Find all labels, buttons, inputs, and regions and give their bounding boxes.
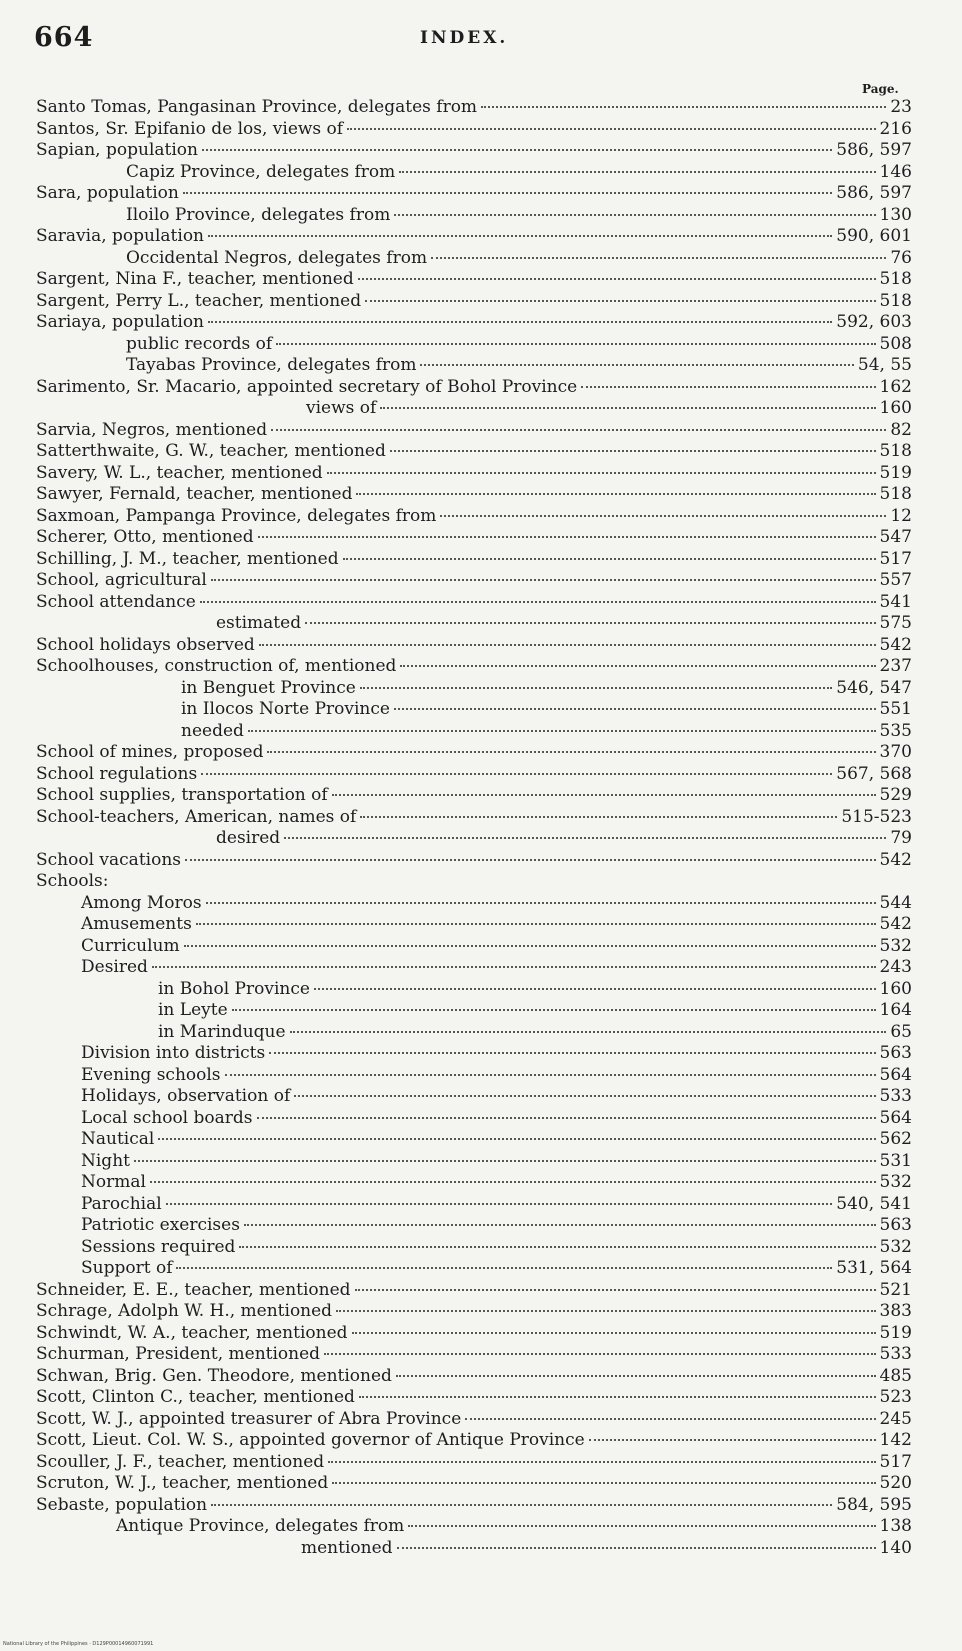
index-entry bbox=[36, 140, 912, 162]
index-entry bbox=[36, 678, 912, 700]
dot-leader bbox=[356, 493, 875, 495]
dot-leader bbox=[225, 1074, 876, 1076]
index-entry bbox=[36, 1387, 912, 1409]
dot-leader bbox=[152, 966, 876, 968]
entry-pages: 517 bbox=[879, 548, 912, 569]
index-entry bbox=[36, 420, 912, 442]
entry-pages: 140 bbox=[879, 1537, 912, 1558]
index-entry bbox=[36, 269, 912, 291]
entry-text: desired bbox=[216, 828, 281, 848]
index-entry bbox=[36, 850, 912, 872]
entry-text: in Marinduque bbox=[158, 1021, 286, 1042]
entry-text: Night bbox=[81, 1150, 130, 1171]
dot-leader bbox=[360, 687, 833, 689]
index-entry bbox=[36, 807, 912, 829]
index-entry bbox=[36, 248, 912, 270]
index-entry bbox=[36, 1194, 912, 1216]
dot-leader bbox=[196, 923, 876, 925]
index-entry bbox=[36, 484, 912, 506]
dot-leader bbox=[365, 300, 875, 302]
index-entry bbox=[36, 936, 912, 958]
dot-leader bbox=[294, 1095, 875, 1097]
index-entry bbox=[36, 334, 912, 356]
entry-pages: 383 bbox=[879, 1301, 912, 1321]
entry-pages: 542 bbox=[879, 849, 912, 870]
index-entry bbox=[36, 635, 912, 657]
entry-pages: 130 bbox=[879, 204, 912, 225]
index-entry bbox=[36, 205, 912, 227]
index-entry bbox=[36, 441, 912, 463]
entry-pages: 237 bbox=[879, 656, 912, 676]
entry-text: Schoolhouses, construction of, mentioned bbox=[36, 656, 397, 676]
index-entry bbox=[36, 979, 912, 1001]
index-entry bbox=[36, 97, 912, 119]
entry-text: Santo Tomas, Pangasinan Province, delegates from bbox=[36, 97, 478, 117]
page-column-label: Page. bbox=[862, 82, 899, 96]
index-entry bbox=[36, 398, 912, 420]
entry-text: in Ilocos Norte Province bbox=[181, 699, 390, 719]
entry-text: Scott, Clinton C., teacher, mentioned bbox=[36, 1387, 355, 1407]
dot-leader bbox=[232, 1009, 876, 1011]
dot-leader bbox=[184, 945, 876, 947]
entry-pages: 535 bbox=[879, 720, 912, 741]
index-entry bbox=[36, 291, 912, 313]
entry-text: Division into districts bbox=[81, 1043, 266, 1063]
entry-pages: 164 bbox=[879, 1000, 912, 1020]
dot-leader bbox=[284, 837, 886, 839]
entry-text: Sessions required bbox=[81, 1236, 236, 1257]
entry-pages: 518 bbox=[879, 290, 912, 311]
dot-leader bbox=[394, 214, 875, 216]
entry-pages: 584, 595 bbox=[836, 1494, 912, 1515]
entry-text: Schools: bbox=[36, 871, 109, 891]
entry-pages: 517 bbox=[879, 1451, 912, 1472]
dot-leader bbox=[211, 579, 876, 581]
entry-pages: 592, 603 bbox=[836, 312, 912, 332]
entry-pages: 518 bbox=[879, 484, 912, 504]
entry-pages: 518 bbox=[879, 269, 912, 289]
entry-pages: 508 bbox=[879, 333, 912, 354]
entry-text: in Leyte bbox=[158, 1000, 228, 1020]
dot-leader bbox=[360, 816, 837, 818]
entry-text: Schwindt, W. A., teacher, mentioned bbox=[36, 1322, 348, 1343]
entry-pages: 370 bbox=[879, 742, 912, 762]
entry-text: Schurman, President, mentioned bbox=[36, 1344, 321, 1364]
entry-pages: 138 bbox=[879, 1516, 912, 1536]
index-entry bbox=[36, 1258, 912, 1280]
dot-leader bbox=[166, 1203, 833, 1205]
index-entry bbox=[36, 1473, 912, 1495]
entry-text: Normal bbox=[81, 1172, 146, 1192]
dot-leader bbox=[290, 1031, 887, 1033]
entry-text: Capiz Province, delegates from bbox=[126, 161, 396, 182]
entry-pages: 529 bbox=[879, 785, 912, 805]
dot-leader bbox=[185, 859, 876, 861]
entry-pages: 532 bbox=[879, 935, 912, 956]
dot-leader bbox=[257, 1117, 876, 1119]
dot-leader bbox=[336, 1310, 875, 1312]
entry-pages: 142 bbox=[879, 1430, 912, 1450]
index-entry bbox=[36, 570, 912, 592]
entry-pages: 551 bbox=[879, 699, 912, 719]
entry-text: Tayabas Province, delegates from bbox=[126, 355, 417, 375]
dot-leader bbox=[259, 644, 876, 646]
entry-text: School regulations bbox=[36, 763, 198, 784]
index-entry bbox=[36, 1344, 912, 1366]
entry-pages: 146 bbox=[879, 161, 912, 182]
dot-leader bbox=[267, 751, 875, 753]
entry-text: Saravia, population bbox=[36, 226, 204, 246]
entry-pages: 540, 541 bbox=[836, 1193, 912, 1214]
dot-leader bbox=[150, 1181, 876, 1183]
entry-pages: 160 bbox=[879, 978, 912, 999]
entry-pages: 519 bbox=[879, 462, 912, 483]
entry-pages: 245 bbox=[879, 1408, 912, 1429]
index-entry bbox=[36, 656, 912, 678]
dot-leader bbox=[581, 386, 875, 388]
dot-leader bbox=[183, 192, 832, 194]
entry-text: estimated bbox=[216, 613, 302, 633]
index-entry bbox=[36, 549, 912, 571]
dot-leader bbox=[589, 1439, 876, 1441]
entry-text: Scott, W. J., appointed treasurer of Abra Province bbox=[36, 1408, 462, 1429]
dot-leader bbox=[332, 1482, 875, 1484]
entry-text: Curriculum bbox=[81, 935, 180, 956]
entry-text: Sapian, population bbox=[36, 140, 198, 160]
entry-text: Schneider, E. E., teacher, mentioned bbox=[36, 1279, 351, 1300]
entry-pages: 564 bbox=[879, 1064, 912, 1085]
entry-text: Sebaste, population bbox=[36, 1494, 208, 1515]
entry-text: School of mines, proposed bbox=[36, 742, 264, 762]
entry-text: Scherer, Otto, mentioned bbox=[36, 527, 254, 547]
entry-pages: 216 bbox=[879, 118, 912, 139]
dot-leader bbox=[314, 988, 876, 990]
dot-leader bbox=[258, 536, 876, 538]
dot-leader bbox=[400, 665, 875, 667]
entry-text: needed bbox=[181, 720, 244, 741]
dot-leader bbox=[394, 708, 876, 710]
entry-pages: 23 bbox=[890, 97, 912, 117]
dot-leader bbox=[305, 622, 875, 624]
entry-pages: 557 bbox=[879, 570, 912, 590]
index-entry bbox=[36, 1280, 912, 1302]
index-entry bbox=[36, 957, 912, 979]
dot-leader bbox=[332, 794, 876, 796]
entry-pages: 567, 568 bbox=[836, 763, 912, 784]
entry-text: Scott, Lieut. Col. W. S., appointed governor of Antique Province bbox=[36, 1430, 585, 1450]
dot-leader bbox=[355, 1289, 876, 1291]
entry-text: School, agricultural bbox=[36, 570, 207, 590]
index-entry bbox=[36, 355, 912, 377]
entry-pages: 532 bbox=[879, 1236, 912, 1257]
entry-pages: 519 bbox=[879, 1322, 912, 1343]
entry-text: Sariaya, population bbox=[36, 312, 204, 332]
footer-note: National Library of the Philippines · D129P00014960071991 bbox=[3, 1641, 154, 1647]
index-entry bbox=[36, 1108, 912, 1130]
entry-pages: 590, 601 bbox=[836, 226, 912, 246]
dot-leader bbox=[396, 1375, 876, 1377]
entry-text: Savery, W. L., teacher, mentioned bbox=[36, 462, 323, 483]
dot-leader bbox=[200, 601, 876, 603]
index-entry bbox=[36, 1215, 912, 1237]
index-entry bbox=[36, 1430, 912, 1452]
dot-leader bbox=[431, 257, 886, 259]
dot-leader bbox=[202, 149, 832, 151]
dot-leader bbox=[343, 558, 876, 560]
entry-text: Schilling, J. M., teacher, mentioned bbox=[36, 548, 339, 569]
entry-pages: 533 bbox=[879, 1344, 912, 1364]
dot-leader bbox=[397, 1547, 876, 1549]
dot-leader bbox=[134, 1160, 876, 1162]
dot-leader bbox=[359, 1396, 876, 1398]
index-entry bbox=[36, 1043, 912, 1065]
index-entry bbox=[36, 1366, 912, 1388]
entry-pages: 160 bbox=[879, 398, 912, 418]
dot-leader bbox=[481, 106, 886, 108]
index-entry bbox=[36, 1237, 912, 1259]
dot-leader bbox=[328, 1461, 875, 1463]
dot-leader bbox=[358, 278, 876, 280]
entry-text: Evening schools bbox=[81, 1064, 221, 1085]
entry-pages: 65 bbox=[890, 1021, 912, 1042]
entry-pages: 523 bbox=[879, 1387, 912, 1407]
entry-pages: 76 bbox=[890, 247, 912, 268]
entry-pages: 82 bbox=[890, 419, 912, 440]
entry-pages: 562 bbox=[879, 1129, 912, 1149]
entry-text: in Bohol Province bbox=[158, 978, 310, 999]
entry-text: Occidental Negros, delegates from bbox=[126, 247, 428, 268]
index-entry bbox=[36, 1151, 912, 1173]
page-number: 664 bbox=[34, 22, 94, 53]
dot-leader bbox=[248, 730, 876, 732]
index-entry bbox=[36, 699, 912, 721]
entry-text: Patriotic exercises bbox=[81, 1215, 240, 1235]
dot-leader bbox=[269, 1052, 875, 1054]
index-entry bbox=[36, 1409, 912, 1431]
index-entry bbox=[36, 527, 912, 549]
index-entry bbox=[36, 506, 912, 528]
dot-leader bbox=[347, 128, 875, 130]
dot-leader bbox=[206, 902, 876, 904]
entry-pages: 485 bbox=[879, 1365, 912, 1386]
entry-text: in Benguet Province bbox=[181, 677, 356, 698]
entry-text: Scruton, W. J., teacher, mentioned bbox=[36, 1473, 329, 1493]
index-entry bbox=[36, 162, 912, 184]
dot-leader bbox=[380, 407, 875, 409]
index-entry bbox=[36, 1495, 912, 1517]
entry-text: Nautical bbox=[81, 1129, 155, 1149]
index-entry bbox=[36, 1022, 912, 1044]
index-entry bbox=[36, 1065, 912, 1087]
entry-text: Sara, population bbox=[36, 183, 179, 203]
entry-text: Scouller, J. F., teacher, mentioned bbox=[36, 1451, 325, 1472]
entry-text: mentioned bbox=[301, 1537, 393, 1558]
dot-leader bbox=[324, 1353, 876, 1355]
entry-pages: 515-523 bbox=[841, 806, 912, 827]
entry-text: Local school boards bbox=[81, 1107, 253, 1128]
entry-text: Sargent, Nina F., teacher, mentioned bbox=[36, 269, 354, 289]
index-entry bbox=[36, 828, 912, 850]
entry-pages: 243 bbox=[879, 957, 912, 977]
dot-leader bbox=[211, 1504, 832, 1506]
dot-leader bbox=[399, 171, 875, 173]
entry-pages: 563 bbox=[879, 1215, 912, 1235]
entry-pages: 542 bbox=[879, 634, 912, 655]
entry-pages: 544 bbox=[879, 892, 912, 913]
dot-leader bbox=[201, 773, 832, 775]
index-entry bbox=[36, 1172, 912, 1194]
index-entry bbox=[36, 1000, 912, 1022]
dot-leader bbox=[327, 472, 876, 474]
index-entry bbox=[36, 377, 912, 399]
dot-leader bbox=[176, 1267, 832, 1269]
entry-text: School holidays observed bbox=[36, 634, 255, 655]
entry-text: Parochial bbox=[81, 1193, 162, 1214]
entry-pages: 533 bbox=[879, 1086, 912, 1106]
index-entry bbox=[36, 742, 912, 764]
index-list bbox=[36, 97, 912, 1559]
entry-pages: 546, 547 bbox=[836, 677, 912, 698]
entry-text: Santos, Sr. Epifanio de los, views of bbox=[36, 118, 344, 139]
index-entry bbox=[36, 764, 912, 786]
entry-pages: 575 bbox=[879, 613, 912, 633]
dot-leader bbox=[208, 321, 832, 323]
entry-text: Satterthwaite, G. W., teacher, mentioned bbox=[36, 441, 386, 461]
index-entry bbox=[36, 226, 912, 248]
running-title: INDEX. bbox=[420, 28, 509, 48]
dot-leader bbox=[408, 1525, 875, 1527]
dot-leader bbox=[352, 1332, 876, 1334]
index-entry bbox=[36, 1301, 912, 1323]
index-entry bbox=[36, 721, 912, 743]
entry-pages: 79 bbox=[890, 828, 912, 848]
entry-text: Antique Province, delegates from bbox=[116, 1516, 405, 1536]
index-entry bbox=[36, 1538, 912, 1560]
entry-pages: 531 bbox=[879, 1150, 912, 1171]
index-entry bbox=[36, 592, 912, 614]
entry-pages: 564 bbox=[879, 1107, 912, 1128]
entry-text: Sarimento, Sr. Macario, appointed secretary of Bohol Province bbox=[36, 376, 578, 397]
index-entry bbox=[36, 613, 912, 635]
entry-text: School vacations bbox=[36, 849, 181, 870]
entry-text: Schrage, Adolph W. H., mentioned bbox=[36, 1301, 333, 1321]
entry-text: public records of bbox=[126, 333, 273, 354]
index-entry bbox=[36, 893, 912, 915]
entry-pages: 563 bbox=[879, 1043, 912, 1063]
entry-text: School attendance bbox=[36, 591, 196, 612]
index-entry bbox=[36, 1086, 912, 1108]
entry-text: Sarvia, Negros, mentioned bbox=[36, 419, 268, 440]
dot-leader bbox=[158, 1138, 875, 1140]
entry-text: Sawyer, Fernald, teacher, mentioned bbox=[36, 484, 353, 504]
index-entry bbox=[36, 1452, 912, 1474]
entry-text: Saxmoan, Pampanga Province, delegates from bbox=[36, 505, 437, 526]
entry-pages: 541 bbox=[879, 591, 912, 612]
dot-leader bbox=[276, 343, 875, 345]
index-entry bbox=[36, 1129, 912, 1151]
entry-pages: 542 bbox=[879, 914, 912, 934]
index-entry bbox=[36, 871, 912, 893]
entry-text: Schwan, Brig. Gen. Theodore, mentioned bbox=[36, 1365, 392, 1386]
index-entry bbox=[36, 463, 912, 485]
dot-leader bbox=[239, 1246, 875, 1248]
entry-pages: 518 bbox=[879, 441, 912, 461]
dot-leader bbox=[465, 1418, 875, 1420]
entry-pages: 12 bbox=[890, 505, 912, 526]
entry-pages: 162 bbox=[879, 376, 912, 397]
entry-text: Holidays, observation of bbox=[81, 1086, 291, 1106]
index-entry bbox=[36, 785, 912, 807]
entry-pages: 586, 597 bbox=[836, 183, 912, 203]
entry-text: School-teachers, American, names of bbox=[36, 806, 357, 827]
dot-leader bbox=[440, 515, 886, 517]
entry-text: Among Moros bbox=[81, 892, 202, 913]
index-entry bbox=[36, 312, 912, 334]
entry-pages: 521 bbox=[879, 1279, 912, 1300]
index-entry bbox=[36, 1516, 912, 1538]
dot-leader bbox=[271, 429, 886, 431]
entry-pages: 54, 55 bbox=[857, 355, 912, 375]
entry-pages: 586, 597 bbox=[836, 140, 912, 160]
entry-pages: 532 bbox=[879, 1172, 912, 1192]
entry-text: views of bbox=[306, 398, 377, 418]
dot-leader bbox=[208, 235, 832, 237]
index-entry bbox=[36, 1323, 912, 1345]
entry-text: Sargent, Perry L., teacher, mentioned bbox=[36, 290, 362, 311]
entry-text: Iloilo Province, delegates from bbox=[126, 204, 391, 225]
entry-pages: 520 bbox=[879, 1473, 912, 1493]
entry-text: Amusements bbox=[81, 914, 192, 934]
dot-leader bbox=[244, 1224, 876, 1226]
dot-leader bbox=[390, 450, 876, 452]
dot-leader bbox=[420, 364, 853, 366]
index-entry bbox=[36, 183, 912, 205]
entry-text: Support of bbox=[81, 1258, 173, 1278]
entry-pages: 531, 564 bbox=[836, 1258, 912, 1278]
entry-pages: 547 bbox=[879, 527, 912, 547]
entry-text: Desired bbox=[81, 957, 148, 977]
index-entry bbox=[36, 914, 912, 936]
index-entry bbox=[36, 119, 912, 141]
entry-text: School supplies, transportation of bbox=[36, 785, 328, 805]
